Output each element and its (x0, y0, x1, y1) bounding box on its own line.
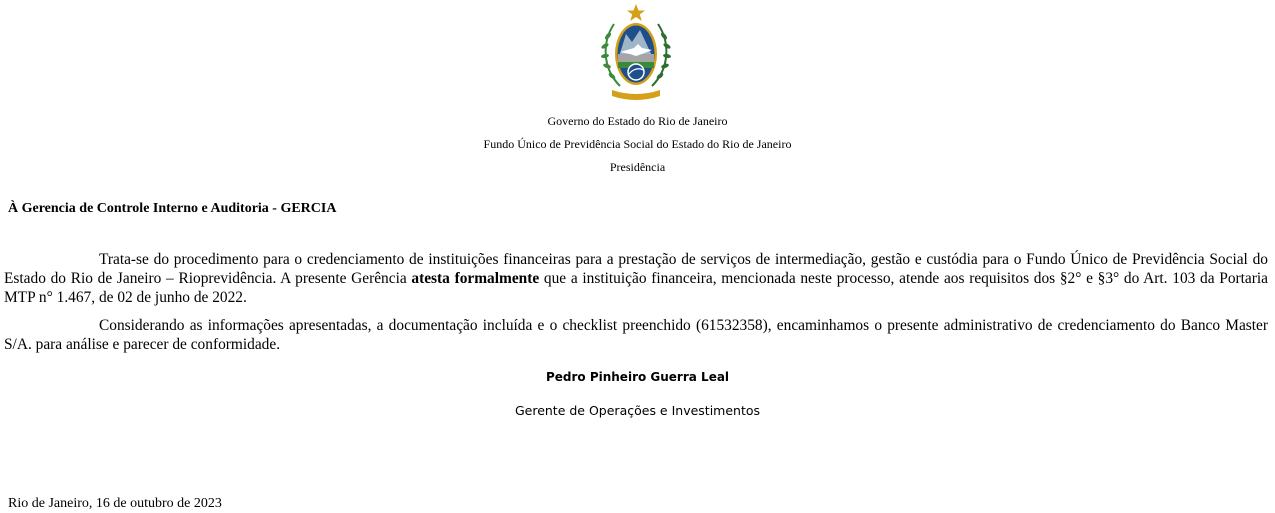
header-presidency-line: Presidência (609, 160, 666, 174)
place-date: Rio de Janeiro, 16 de outubro de 2023 (8, 496, 222, 511)
header-fund-line: Fundo Único de Previdência Social do Estado do Rio de Janeiro (483, 137, 792, 151)
signer-name: Pedro Pinheiro Guerra Leal (545, 370, 730, 384)
coat-of-arms-icon (596, 2, 676, 104)
paragraph-1-text-end: que a instituição financeira, mencionada neste processo, atende aos requisitos dos §2° e §3° do Art. 103 da Portaria MTP n° 1.467, de 02 de junho de 2022. (4, 270, 1269, 306)
body-paragraph-2: Considerando as informações apresentadas, a documentação incluída e o checklist preenchido (61532358), encaminhamos o presente administrativo de credenciamento do Banco Master S/A. para análise e parecer de conformidade. (4, 317, 1268, 353)
paragraph-1-emphasis: atesta formalmente (411, 270, 540, 287)
paragraph-1-text-start: Trata-se do procedimento para o credenciamento de instituições financeiras para a prestação de serviços de intermediação, gestão e custódia para o Fundo Único de Previdência Social do Estado do Rio de Janeiro – Rioprevidência. A presente Gerência (4, 251, 1268, 287)
addressee: À Gerencia de Controle Interno e Auditoria - GERCIA (8, 201, 337, 216)
header-government-line: Governo do Estado do Rio de Janeiro (547, 114, 728, 128)
body-paragraph-1 (4, 250, 1268, 307)
signer-role: Gerente de Operações e Investimentos (514, 403, 761, 418)
